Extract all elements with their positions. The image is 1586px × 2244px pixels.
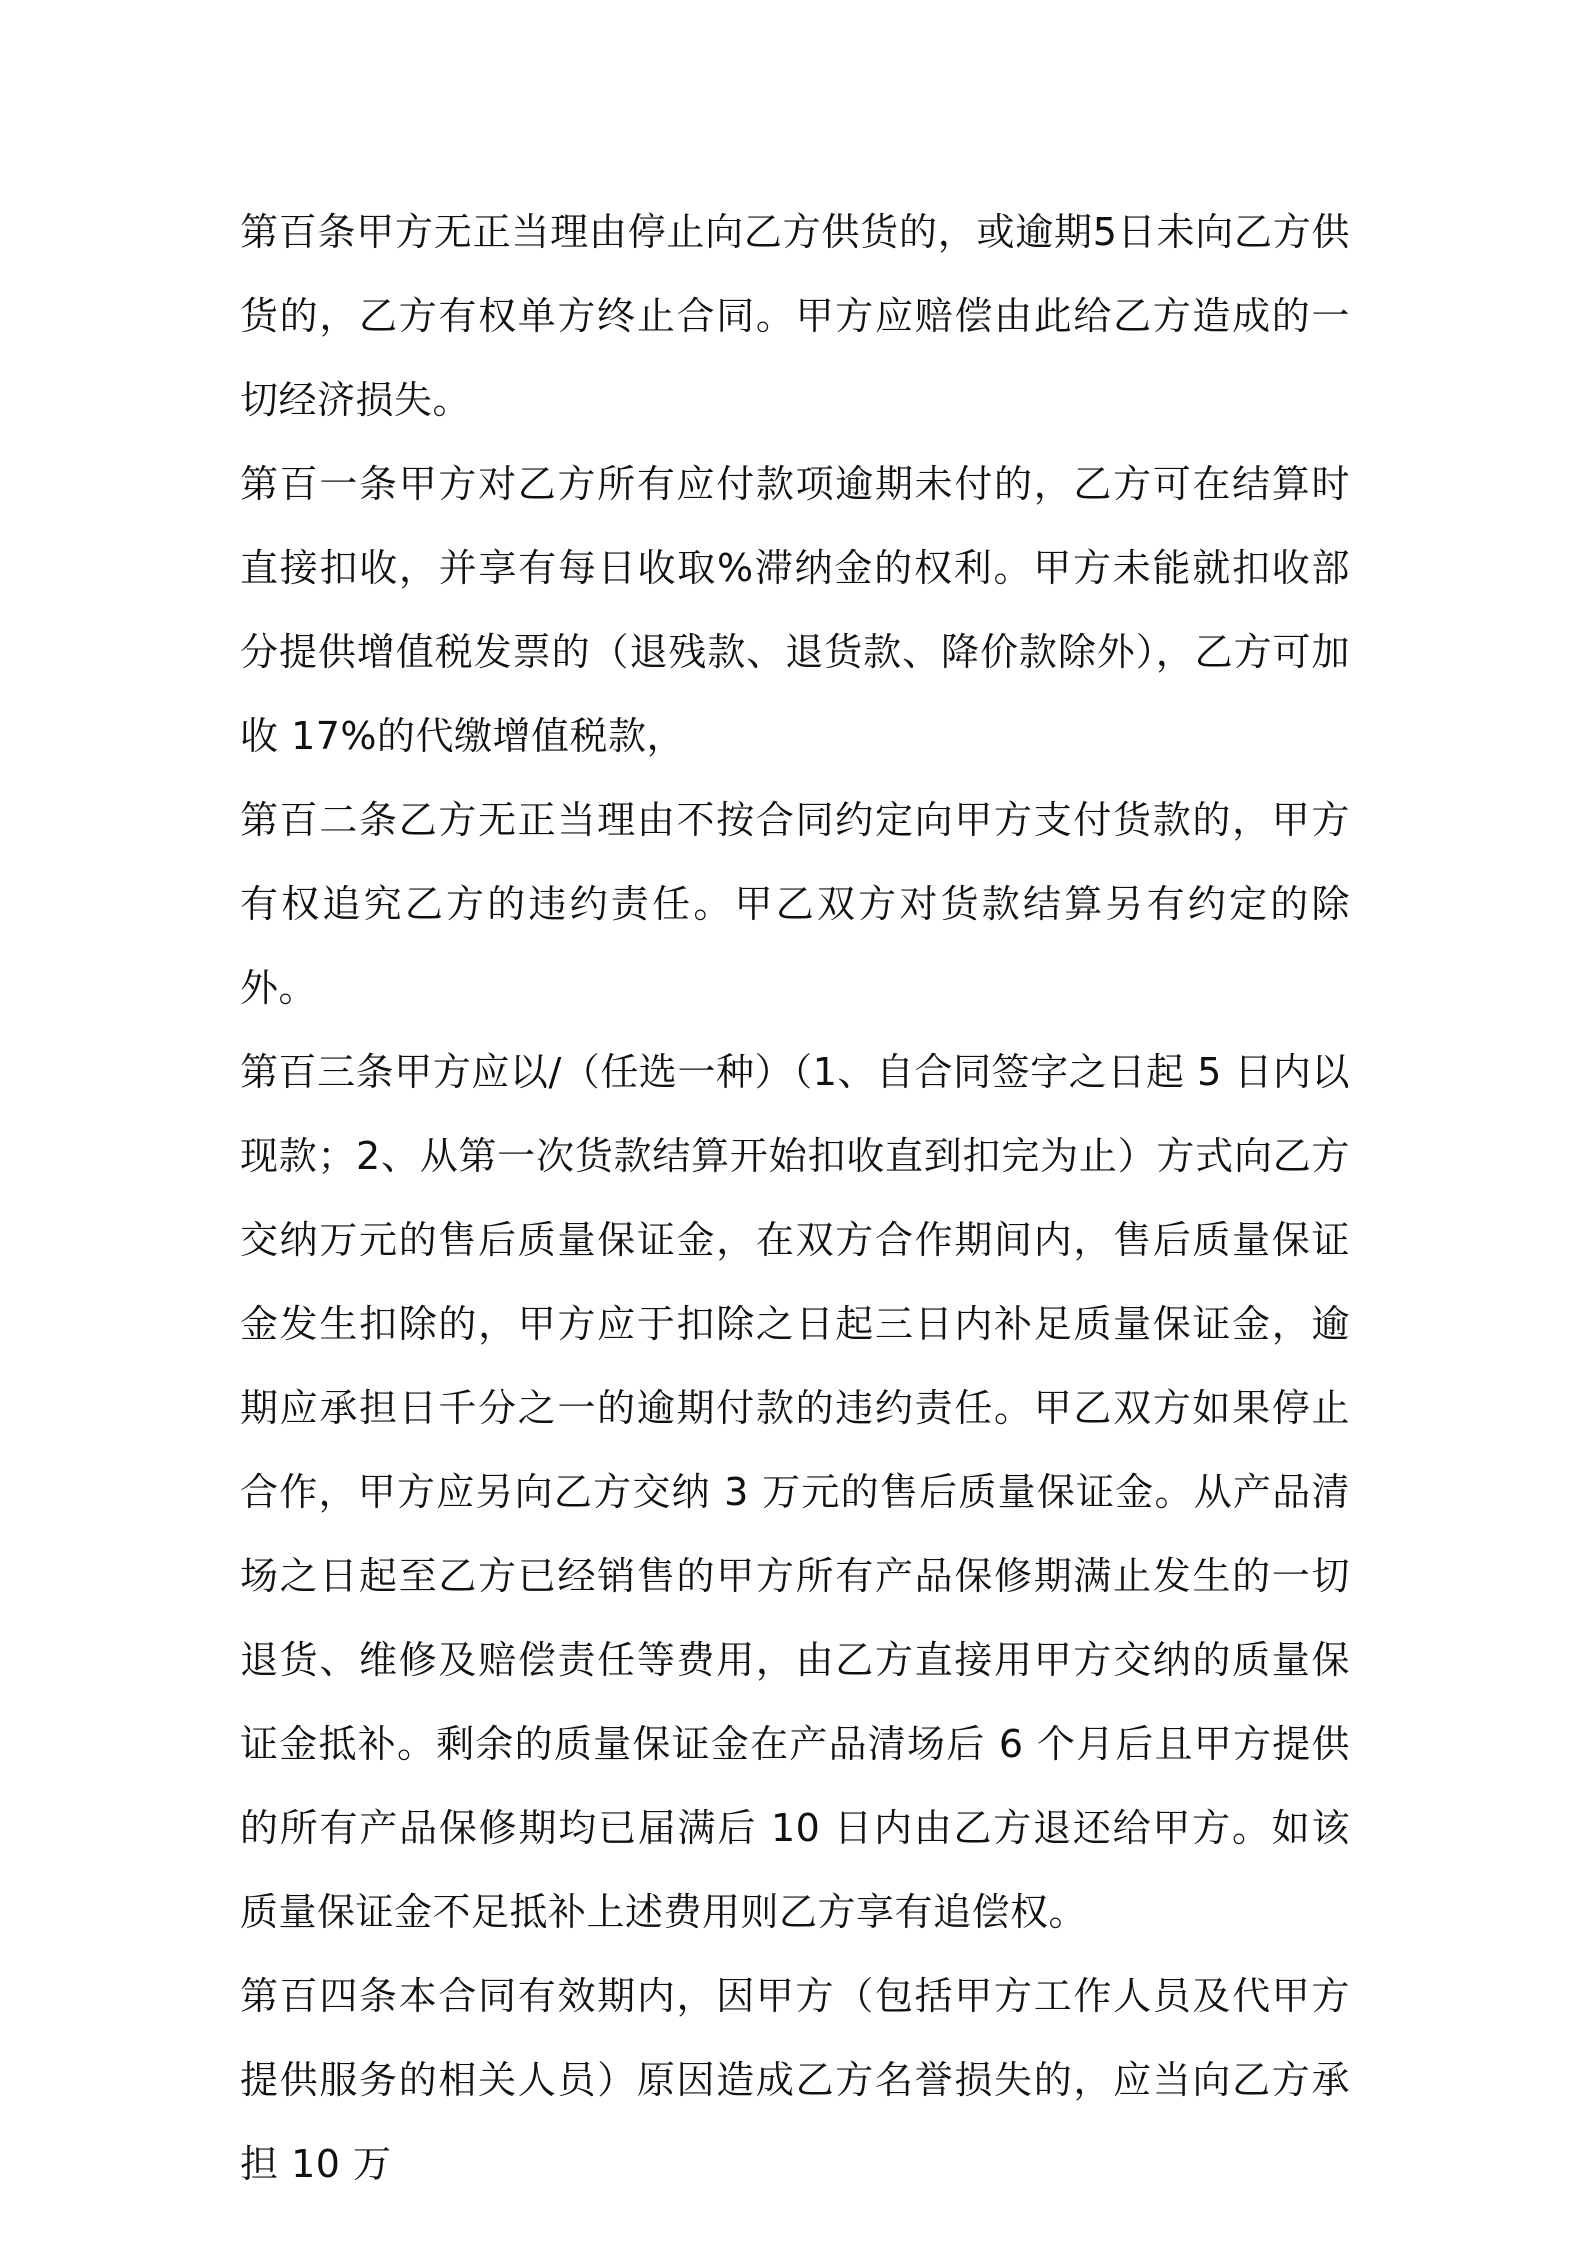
document-body — [240, 190, 1350, 2206]
article-100-paragraph: 第百条甲方无正当理由停止向乙方供货的，或逾期5日未向乙方供货的，乙方有权单方终止合同。甲方应赔偿由此给乙方造成的一切经济损失。 — [240, 210, 1350, 422]
article-103-paragraph: 第百三条甲方应以/（任选一种）（1、自合同签字之日起 5 日内以现款；2、从第一次货款结算开始扣收直到扣完为止）方式向乙方交纳万元的售后质量保证金，在双方合作期间内，售后质量保证金发生扣除的，甲方应于扣除之日起三日内补足质量保证金，逾期应承担日千分之一的逾期付款的违约责任。甲乙双方如果停止合作，甲方应另向乙方交纳 3 万元的售后质量保证金。从产品清场之日起至乙方已经销售的甲方所有产品保修期满止发生的一切退货、维修及赔偿责任等费用，由乙方直接用甲方交纳的质量保证金抵补。剩余的质量保证金在产品清场后 6 个月后且甲方提供的所有产品保修期均已届满后 10 日内由乙方退还给甲方。如该质量保证金不足抵补上述费用则乙方享有追偿权。 — [240, 1050, 1350, 1934]
article-104-paragraph: 第百四条本合同有效期内，因甲方（包括甲方工作人员及代甲方提供服务的相关人员）原因造成乙方名誉损失的，应当向乙方承担 10 万 — [240, 1974, 1350, 2186]
article-101-paragraph: 第百一条甲方对乙方所有应付款项逾期未付的，乙方可在结算时直接扣收，并享有每日收取%滞纳金的权利。甲方未能就扣收部分提供增值税发票的（退残款、退货款、降价款除外），乙方可加收 17%的代缴增值税款， — [240, 462, 1350, 758]
article-102-paragraph: 第百二条乙方无正当理由不按合同约定向甲方支付货款的，甲方有权追究乙方的违约责任。甲乙双方对货款结算另有约定的除外。 — [240, 798, 1350, 1010]
